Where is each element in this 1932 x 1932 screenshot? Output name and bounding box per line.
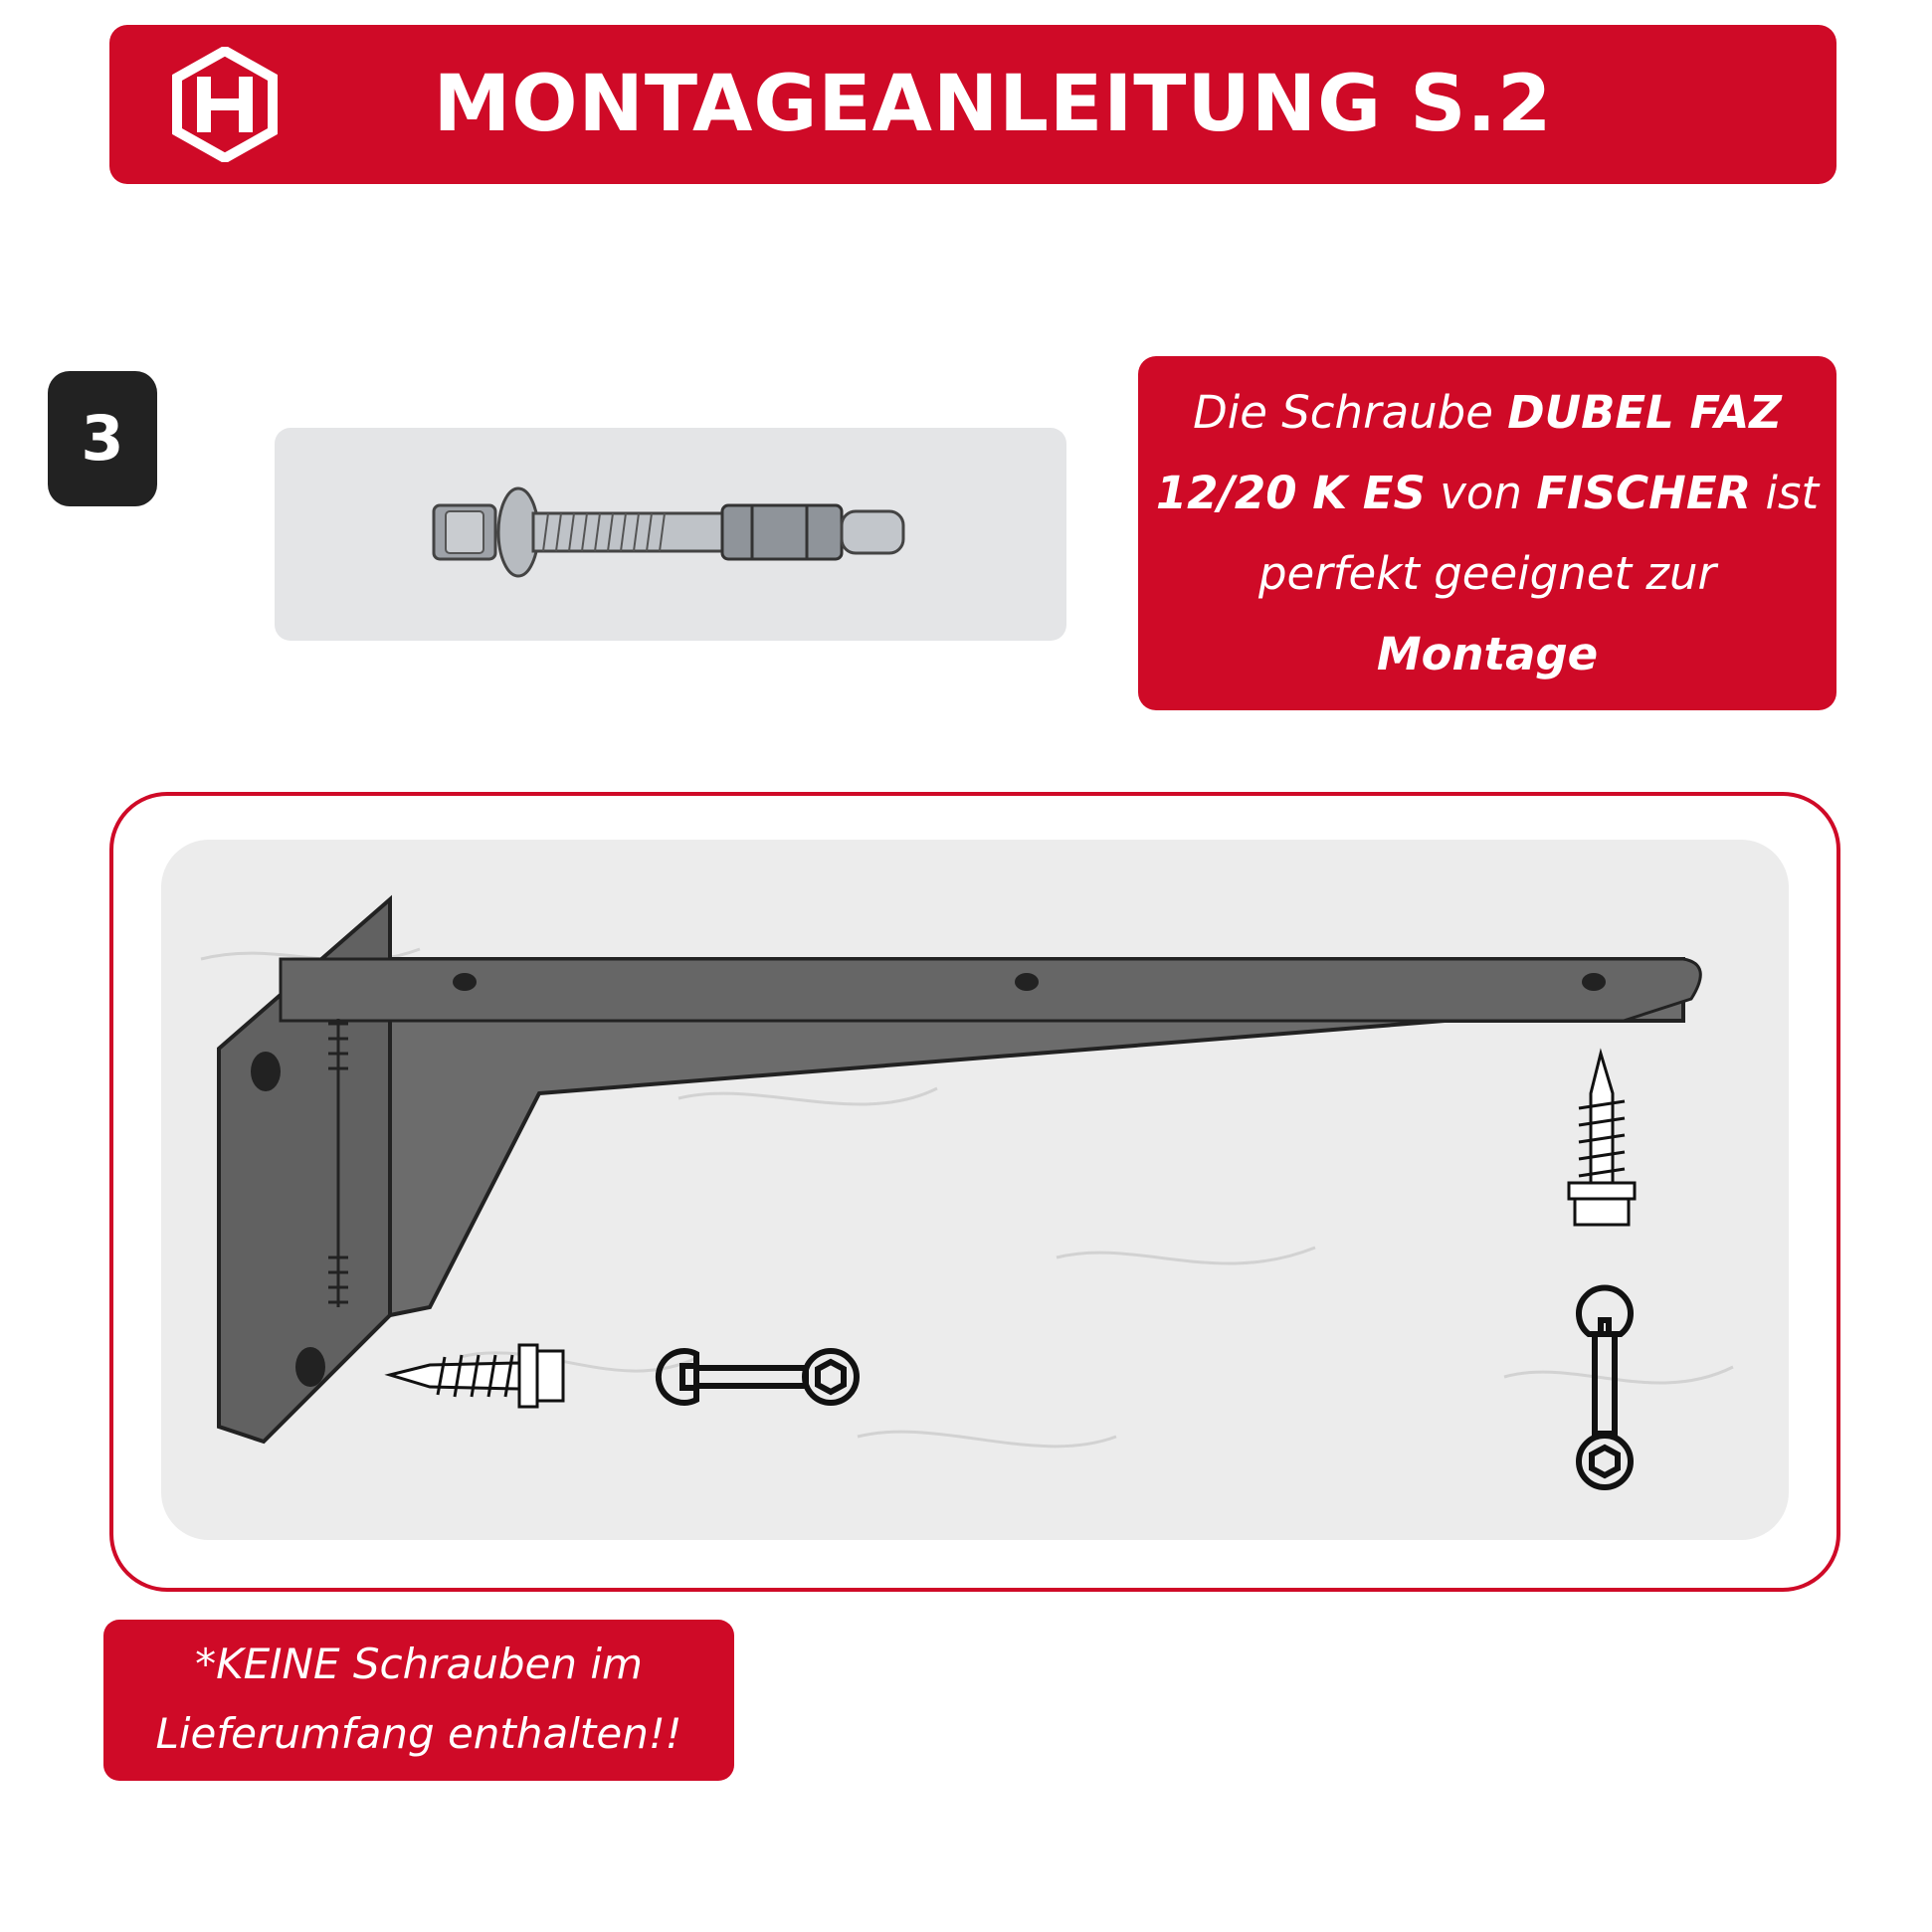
mounting-diagram — [161, 840, 1789, 1540]
info-screw-model: DUBEL FAZ 12/20 K ES — [1155, 386, 1782, 519]
wall-background — [161, 840, 1789, 1540]
anchor-bolt-icon — [424, 468, 921, 597]
step-number-badge: 3 — [48, 371, 157, 506]
product-image-panel — [275, 428, 1066, 641]
note-line-1: *KEINE Schrauben im — [195, 1640, 643, 1688]
info-callout — [1138, 356, 1836, 710]
info-text-1: Die Schraube — [1193, 386, 1493, 439]
note-line-2: Lieferumfang enthalten!! — [155, 1709, 682, 1758]
header-banner — [109, 25, 1836, 184]
note-callout — [103, 1620, 734, 1781]
info-manufacturer: FISCHER — [1536, 467, 1752, 519]
wrench-icon — [659, 1351, 857, 1403]
info-text-bold-end: Montage — [1376, 628, 1599, 680]
info-text-2: von — [1440, 467, 1522, 519]
info-text-3: ist perfekt geeignet zur — [1257, 467, 1820, 600]
page-title: MONTAGEANLEITUNG S.2 — [433, 60, 1553, 149]
screw-icon — [1569, 1054, 1635, 1225]
mounting-diagram-frame — [109, 792, 1840, 1592]
wrench-icon — [1579, 1288, 1631, 1487]
bracket-icon — [219, 899, 1700, 1442]
